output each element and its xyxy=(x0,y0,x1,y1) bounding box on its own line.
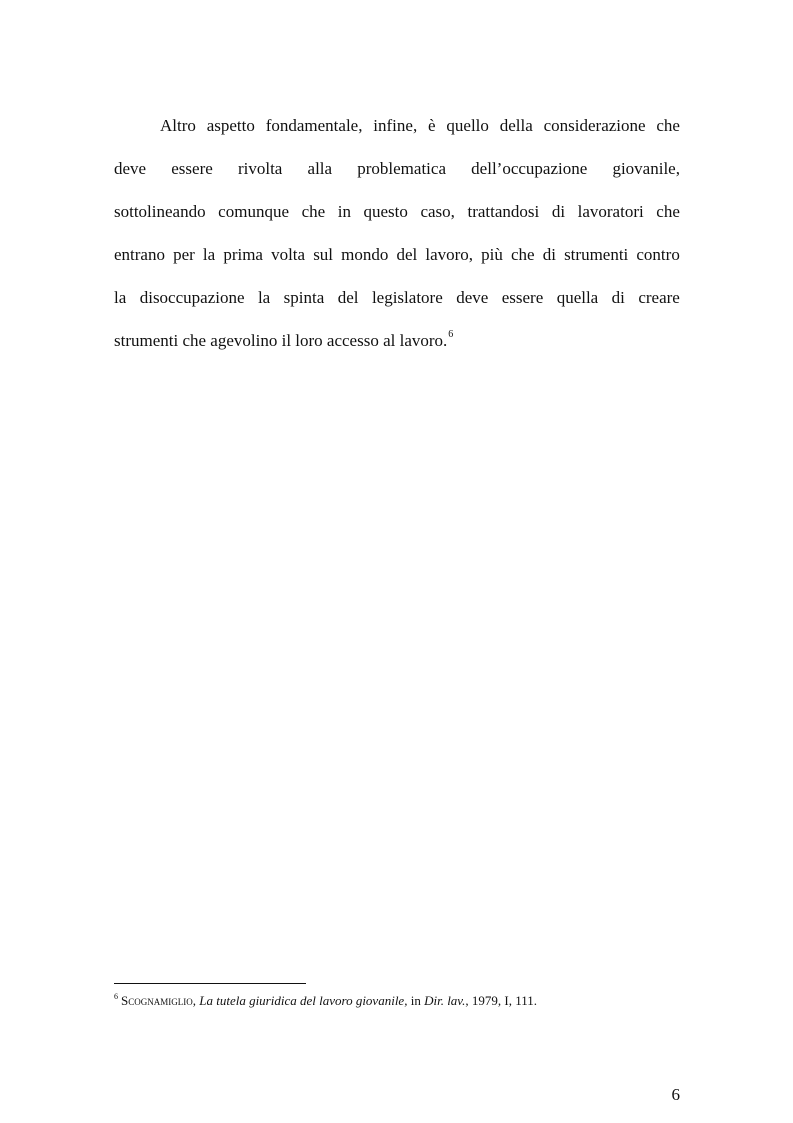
word: che xyxy=(656,202,680,221)
word: più xyxy=(481,245,503,264)
word: giovanile, xyxy=(612,159,680,178)
word: di xyxy=(542,245,556,264)
word: quella xyxy=(556,288,599,307)
page-number: 6 xyxy=(671,1085,680,1104)
word: problematica xyxy=(357,159,446,178)
word: lavoratori xyxy=(577,202,644,221)
word: trattandosi xyxy=(467,202,540,221)
word: aspetto xyxy=(206,116,255,135)
word: di xyxy=(611,288,625,307)
word: è xyxy=(428,116,436,135)
footnote-journal: Dir. lav. xyxy=(424,993,466,1008)
paragraph-line-1 xyxy=(114,112,680,155)
word: fondamentale, xyxy=(265,116,363,135)
word: del xyxy=(396,245,418,264)
word: che xyxy=(301,202,326,221)
footnote-reference[interactable]: 6 xyxy=(448,329,454,341)
word: dell’occupazione xyxy=(471,159,588,178)
paragraph-line-6 xyxy=(114,327,680,370)
paragraph-line-5 xyxy=(114,284,680,327)
word: deve xyxy=(114,159,147,178)
word: deve xyxy=(456,288,489,307)
word: strumenti xyxy=(564,245,629,264)
word: entrano xyxy=(114,245,165,264)
word: la xyxy=(257,288,271,307)
word: rivolta xyxy=(237,159,283,178)
word: la xyxy=(114,288,127,307)
footnote-separator xyxy=(114,983,306,984)
word: sottolineando xyxy=(114,202,206,221)
word: considerazione xyxy=(543,116,646,135)
word: quello xyxy=(446,116,489,135)
word: Altro xyxy=(160,116,196,135)
word: comunque xyxy=(218,202,289,221)
word: caso, xyxy=(420,202,455,221)
word: la xyxy=(202,245,216,264)
main-paragraph xyxy=(114,112,680,370)
word: lavoro, xyxy=(425,245,474,264)
footnote xyxy=(114,992,680,1010)
word: di xyxy=(551,202,566,221)
paragraph-line-3 xyxy=(114,198,680,241)
word: volta xyxy=(271,245,306,264)
word: legislatore xyxy=(371,288,443,307)
footnote-author: Scognamiglio xyxy=(121,993,193,1008)
paragraph-line-6-text: strumenti che agevolino il loro accesso al lavoro. xyxy=(114,331,448,350)
word: questo xyxy=(363,202,408,221)
word: alla xyxy=(307,159,333,178)
word: per xyxy=(173,245,195,264)
word: mondo xyxy=(341,245,389,264)
word: che xyxy=(511,245,535,264)
word: che xyxy=(656,116,680,135)
footnote-title: La tutela giuridica del lavoro giovanile, xyxy=(199,993,408,1008)
footnote-mark: 6 xyxy=(114,991,118,1001)
word: infine, xyxy=(373,116,418,135)
word: della xyxy=(499,116,533,135)
word: spinta xyxy=(283,288,325,307)
word: contro xyxy=(636,245,680,264)
word: prima xyxy=(223,245,263,264)
word: disoccupazione xyxy=(139,288,245,307)
word: in xyxy=(337,202,351,221)
paragraph-line-4 xyxy=(114,241,680,284)
word: essere xyxy=(171,159,213,178)
word: creare xyxy=(638,288,680,307)
footnote-author-separator: , xyxy=(192,993,196,1008)
word: essere xyxy=(501,288,544,307)
word: sul xyxy=(313,245,334,264)
footnote-citation: , 1979, I, 111. xyxy=(465,993,537,1008)
word: del xyxy=(337,288,359,307)
paragraph-line-2 xyxy=(114,155,680,198)
footnote-in: in xyxy=(410,993,421,1008)
